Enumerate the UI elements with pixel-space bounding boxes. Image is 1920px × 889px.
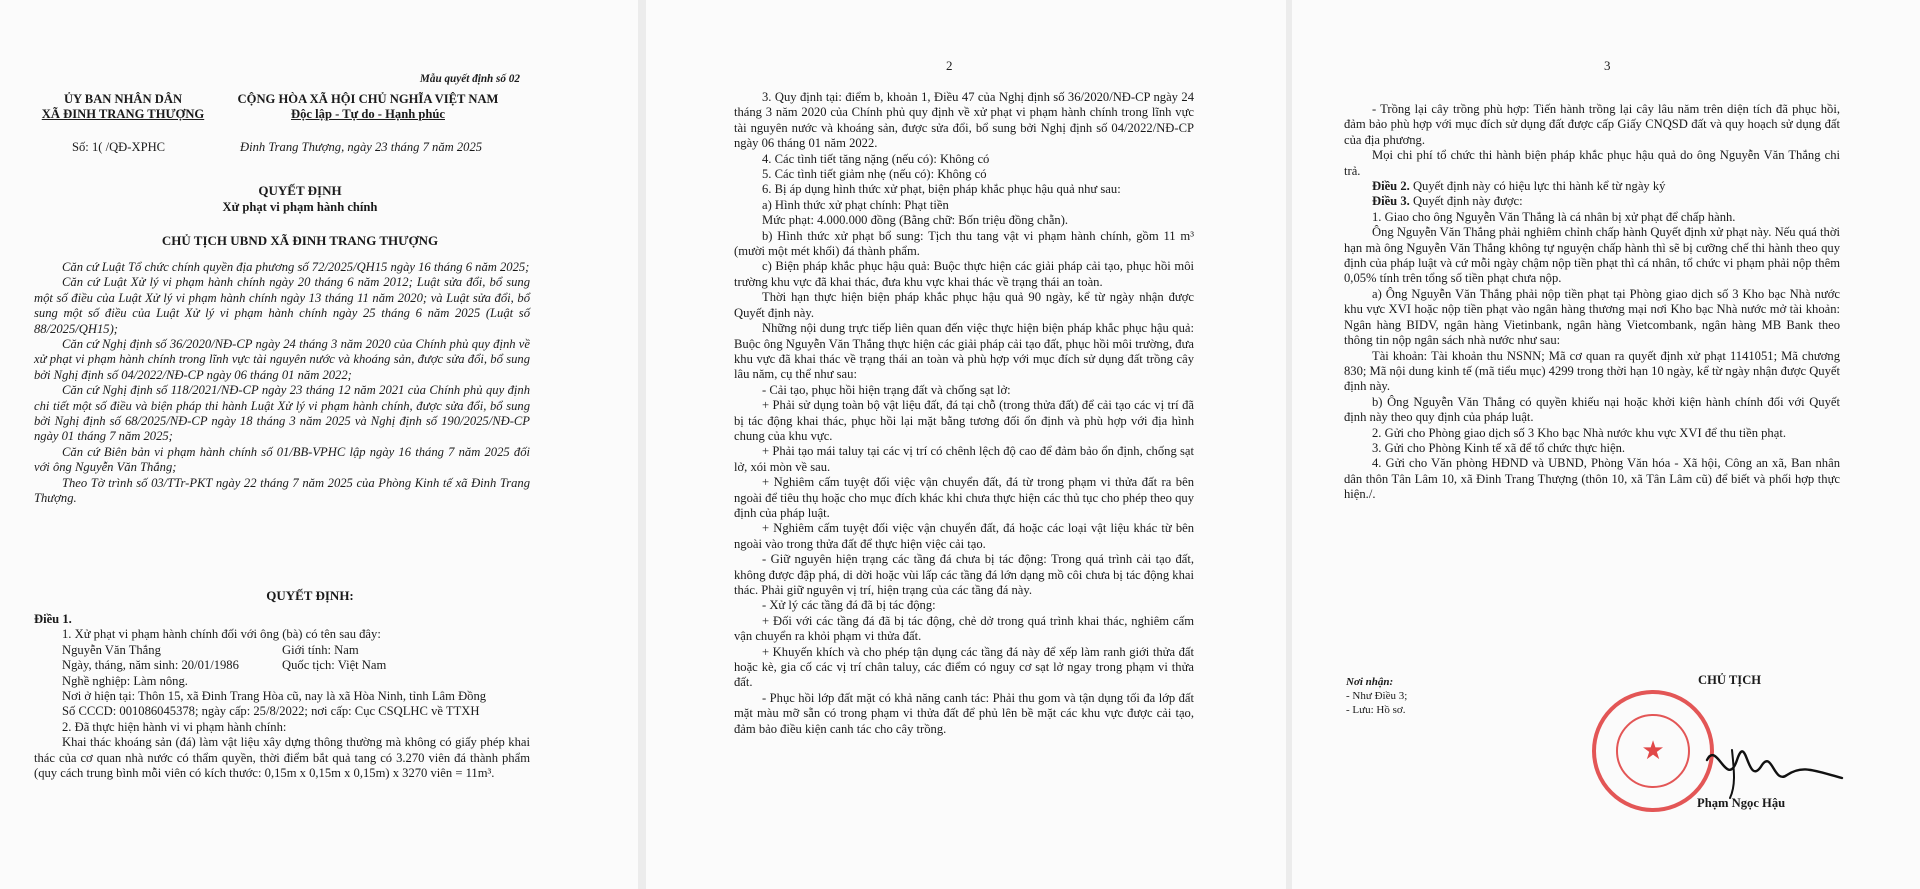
basis-item: Căn cứ Biên bản vi phạm hành chính số 01/BB-VPHC lập ngày 16 tháng 7 năm 2025 đối với ông Nguyễn Văn Thắng;: [34, 444, 530, 475]
recipient-item: - Như Điều 3;: [1346, 690, 1408, 702]
article-2-text: Quyết định này có hiệu lực thi hành kể từ ngày ký: [1412, 179, 1666, 194]
paragraph: 3. Gửi cho Phòng Kinh tế xã để tổ chức thực hiện.: [1372, 440, 1626, 455]
paragraph: + Phải tạo mái taluy tại các vị trí có chênh lệch độ cao để đảm bảo ổn định, chống sạt lở, xói mòn về sau.: [734, 444, 1194, 474]
paragraph: Mọi chi phí tổ chức thi hành biện pháp khắc phục hậu quả do ông Nguyễn Văn Thắng chi trả.: [1344, 148, 1840, 178]
paragraph: + Khuyến khích và cho phép tận dụng các tầng đá này để xếp làm ranh giới thửa đất hoặc kè, gia cố các vị trí chân taluy, các điểm có nguy cơ sạt lở ngay trong phạm vi thửa đất.: [734, 644, 1194, 690]
paragraph: - Giữ nguyên hiện trạng các tầng đá chưa bị tác động: Trong quá trình cải tạo đất, không được đập phá, di dời hoặc vùi lấp các tầng đá lớn dạng mồ côi chưa bị tác động khai thác. Phải giữ nguyên vị trí, hiện trạng của các tầng đá này.: [734, 552, 1194, 597]
basis-item: Căn cứ Nghị định số 36/2020/NĐ-CP ngày 24 tháng 3 năm 2020 của Chính phủ quy định về xử phạt vi phạm hành chính trong lĩnh vực tài nguyên nước và khoáng sản, được sửa đổi, bổ sung bởi Nghị định số 04/2022/NĐ-CP ngày 06 tháng 01 năm 2022;: [34, 337, 530, 382]
recipients-label: Nơi nhận:: [1346, 676, 1394, 688]
basis-item: Theo Tờ trình số 03/TTr-PKT ngày 22 tháng 7 năm 2025 của Phòng Kinh tế xã Đinh Trang Thượng.: [34, 475, 530, 506]
signer-title: CHỦ TỊCH: [1698, 673, 1762, 687]
paragraph: 5. Các tình tiết giảm nhẹ (nếu có): Không có: [762, 167, 987, 182]
article-3-label: Điều 3.: [1372, 194, 1410, 209]
decision-subtitle: Xử phạt vi phạm hành chính: [222, 200, 378, 214]
document-page-1: [0, 0, 638, 889]
recipients-block: [1346, 675, 1407, 717]
decision-heading: QUYẾT ĐỊNH:: [266, 588, 354, 603]
paragraph: Những nội dung trực tiếp liên quan đến việc thực hiện biện pháp khắc phục hậu quả: Buộc ông Nguyễn Văn Thắng thực hiện các giải pháp cải tạo đất, phục hồi môi trường, đưa khu vực đã khai thác về trạng thái an toàn và phù hợp với mục đích sử dụng đất trồng cây lâu năm, cụ thể như sau:: [734, 321, 1194, 382]
paragraph: - Trồng lại cây trồng phù hợp: Tiến hành trồng lại cây lâu năm trên diện tích đã phục hồi, đảm bảo phù hợp với mục đích sử dụng đất được cấp Giấy CNQSD đất và quy hoạch sử dụng đất của địa phương.: [1344, 102, 1840, 147]
paragraph: + Nghiêm cấm tuyệt đối việc vận chuyển đất, đá từ trong phạm vi thửa đất ra bên ngoài để tiêu thụ hoặc cho mục đích khác khi chưa thực hiện các thủ tục cho phép theo quy định của pháp luật.: [734, 475, 1194, 520]
paragraph: b) Hình thức xử phạt bổ sung: Tịch thu tang vật vi phạm hành chính, gồm 11 m³ (mười một mét khối) đá thành phẩm.: [734, 228, 1194, 259]
paragraph: 2. Gửi cho Phòng giao dịch số 3 Kho bạc Nhà nước khu vực XVI để thu tiền phạt.: [1372, 425, 1786, 440]
official-seal: [1592, 690, 1714, 812]
person-dob-row: [34, 658, 530, 673]
article-3: [1344, 194, 1840, 209]
basis-item: Căn cứ Luật Tổ chức chính quyền địa phương số 72/2025/QH15 ngày 16 tháng 6 năm 2025;: [62, 260, 530, 274]
payment-account: Tài khoản: Tài khoản thu NSNN; Mã cơ quan ra quyết định xử phạt 1141051; Mã chương 830; Mã nội dung kinh tế (mã tiểu mục) 4299 trong thời hạn 10 ngày, kể từ ngày nhận được Quyết định này.: [1344, 348, 1840, 394]
nation-line-1: CỘNG HÒA XÃ HỘI CHỦ NGHĨA VIỆT NAM: [237, 92, 499, 106]
article-3-text: Quyết định này được:: [1412, 194, 1523, 209]
basis-item: Căn cứ Luật Xử lý vi phạm hành chính ngày 20 tháng 6 năm 2012; Luật sửa đổi, bổ sung một số điều của Luật Xử lý vi phạm hành chính ngày 13 tháng 11 năm 2020; và Luật sửa đổi, bổ sung một số điều của Luật Xử lý vi phạm hành chính ngày 25 tháng 6 năm 2025 (Luật số 88/2025/QH15);: [34, 275, 530, 336]
paragraph: 4. Các tình tiết tăng nặng (nếu có): Không có: [762, 151, 990, 166]
paragraph: 3. Quy định tại: điểm b, khoản 1, Điều 47 của Nghị định số 36/2020/NĐ-CP ngày 24 tháng 3 năm 2020 của Chính phủ quy định về xử phạt vi phạm hành chính trong lĩnh vực tài nguyên nước và khoáng sản, được sửa đổi, bổ sung bởi Nghị định số 04/2022/NĐ-CP ngày 06 tháng 01 năm 2022.: [734, 90, 1194, 151]
page-3-body: [1344, 102, 1840, 503]
person-gender: Giới tính: Nam: [282, 642, 359, 657]
person-dob: Ngày, tháng, năm sinh: 20/01/1986: [62, 658, 239, 673]
page-number: 2: [946, 58, 953, 73]
person-occupation: Nghề nghiệp: Làm nông.: [62, 673, 188, 688]
place-date: Đinh Trang Thượng, ngày 23 tháng 7 năm 2025: [240, 140, 483, 154]
nation-line-2: Độc lập - Tự do - Hạnh phúc: [291, 107, 445, 121]
signer-name: Phạm Ngọc Hậu: [1697, 796, 1786, 810]
article-2-label: Điều 2.: [1372, 179, 1410, 194]
org-line-2: XÃ ĐINH TRANG THƯỢNG: [41, 107, 205, 121]
basis-item: Căn cứ Nghị định số 118/2021/NĐ-CP ngày 23 tháng 12 năm 2021 của Chính phủ quy định chi tiết một số điều và biện pháp thi hành Luật Xử lý vi phạm hành chính, được sửa đổi, bổ sung bởi Nghị định số 68/2025/NĐ-CP ngày 18 tháng 3 năm 2025 và Nghị định số 190/2025/NĐ-CP ngày 01 tháng 7 năm 2025;: [34, 383, 530, 444]
paragraph: + Nghiêm cấm tuyệt đối việc vận chuyển đất, đá hoặc các loại vật liệu khác từ bên ngoài vào trong thửa đất để thực hiện việc cải tạo.: [734, 521, 1194, 551]
person-name-row: [34, 643, 530, 658]
article-1: [34, 612, 530, 781]
paragraph: 1. Giao cho ông Nguyễn Văn Thắng là cá nhân bị xử phạt để chấp hành.: [1372, 209, 1736, 224]
form-number: Mẫu quyết định số 02: [419, 73, 520, 85]
paragraph: 6. Bị áp dụng hình thức xử phạt, biện pháp khắc phục hậu quả như sau:: [762, 182, 1121, 197]
violation-description: Khai thác khoáng sản (đá) làm vật liệu xây dựng thông thường mà không có giấy phép khai thác của cơ quan nhà nước có thẩm quyền, thời điểm bắt quả tang có 3.270 viên đá thành phẩm (quy cách trung bình mỗi viên có kích thước: 0,15m x 0,15m x 0,15m) x 3270 viên = 11m³.: [34, 735, 530, 781]
legal-bases: [34, 260, 530, 507]
org-line-1: ỦY BAN NHÂN DÂN: [63, 92, 183, 106]
article-1-item-2: 2. Đã thực hiện hành vi vi phạm hành chính:: [62, 719, 287, 734]
authority-line: CHỦ TỊCH UBND XÃ ĐINH TRANG THƯỢNG: [161, 233, 439, 248]
national-motto: [218, 92, 518, 122]
decision-title: QUYẾT ĐỊNH: [258, 183, 342, 198]
fine-amount: Mức phạt: 4.000.000 đồng (Bằng chữ: Bốn triệu đồng chẵn).: [762, 213, 1069, 228]
paragraph: 4. Gửi cho Văn phòng HĐND và UBND, Phòng Văn hóa - Xã hội, Công an xã, Ban nhân dân thôn Tân Lâm 10, xã Đinh Trang Thượng (thôn 10, xã Tân Lâm cũ) để biết và phối hợp thực hiện./.: [1344, 456, 1840, 502]
article-1-item-1: 1. Xử phạt vi phạm hành chính đối với ông (bà) có tên sau đây:: [62, 627, 381, 642]
recipient-item: - Lưu: Hồ sơ.: [1346, 704, 1406, 716]
paragraph: b) Ông Nguyễn Văn Thắng có quyền khiếu nại hoặc khởi kiện hành chính đối với Quyết định này theo quy định của pháp luật.: [1344, 394, 1840, 425]
page-gap: [638, 0, 646, 889]
person-name: Nguyễn Văn Thắng: [62, 642, 161, 657]
page-number: 3: [1604, 58, 1611, 73]
paragraph: c) Biện pháp khắc phục hậu quả: Buộc thực hiện các giải pháp cải tạo, phục hồi môi trường khu vực đã khai thác, đưa khu vực khai thác về trạng thái an toàn.: [734, 259, 1194, 289]
person-nationality: Quốc tịch: Việt Nam: [282, 658, 387, 673]
paragraph: - Phục hồi lớp đất mặt có khả năng canh tác: Phải thu gom và tận dụng tối đa lớp đất mặt màu mỡ sẵn có trong phạm vi thửa đất để phủ lên bề mặt các khu vực được cải tạo, đảm bảo điều kiện canh tác cho cây trồng.: [734, 690, 1194, 736]
paragraph: - Xử lý các tầng đá đã bị tác động:: [762, 598, 936, 613]
paragraph: + Đối với các tầng đá đã bị tác động, chẻ dở trong quá trình khai thác, nghiêm cấm vận chuyển ra khỏi phạm vi thửa đất.: [734, 613, 1194, 644]
paragraph: Thời hạn thực hiện biện pháp khắc phục hậu quả 90 ngày, kể từ ngày nhận được Quyết định này.: [734, 290, 1194, 320]
article-2: [1344, 179, 1840, 194]
paragraph: + Phải sử dụng toàn bộ vật liệu đất, đá tại chỗ (trong thửa đất) để cải tạo các vị trí đã bị tác động khai thác, phục hồi lại mặt bằng tương đối ổn định và phù hợp với địa hình chung của khu vực.: [734, 398, 1194, 443]
paragraph: a) Ông Nguyễn Văn Thắng phải nộp tiền phạt tại Phòng giao dịch số 3 Kho bạc Nhà nước khu vực XVI hoặc nộp tiền phạt vào ngân hàng thương mại nơi Kho bạc Nhà nước mở tài khoản: Ngân hàng BIDV, ngân hàng Vietinbank, ngân hàng Vietcombank, ngân hàng MB Bank theo thông tin nộp ngân sách nhà nước như sau:: [1344, 286, 1840, 348]
document-page-3: [1292, 0, 1920, 889]
seal-emblem-icon: ★: [1616, 714, 1690, 788]
person-residence: Nơi ở hiện tại: Thôn 15, xã Đinh Trang Hòa cũ, nay là xã Hòa Ninh, tỉnh Lâm Đồng: [62, 689, 487, 704]
person-id-card: Số CCCD: 001086045378; ngày cấp: 25/8/2022; nơi cấp: Cục CSQLHC về TTXH: [62, 704, 480, 719]
issuing-authority: [28, 92, 218, 122]
document-page-2: [646, 0, 1286, 889]
paragraph: Ông Nguyễn Văn Thắng phải nghiêm chỉnh chấp hành Quyết định xử phạt này. Nếu quá thời hạn mà ông Nguyễn Văn Thắng không tự nguyện chấp hành thì sẽ bị cưỡng chế thi hành theo quy định của pháp luật và cứ mỗi ngày chậm nộp tiền phạt thì cá nhân, tổ chức vi phạm phải nộp thêm 0,05% tính trên tổng số tiền phạt chưa nộp.: [1344, 225, 1840, 286]
page-2-body: [734, 90, 1194, 737]
paragraph: a) Hình thức xử phạt chính: Phạt tiền: [762, 197, 949, 212]
document-number: Số: 1( /QĐ-XPHC: [72, 140, 166, 154]
paragraph: - Cải tạo, phục hồi hiện trạng đất và chống sạt lở:: [762, 382, 1011, 397]
article-1-label: Điều 1.: [34, 612, 72, 626]
